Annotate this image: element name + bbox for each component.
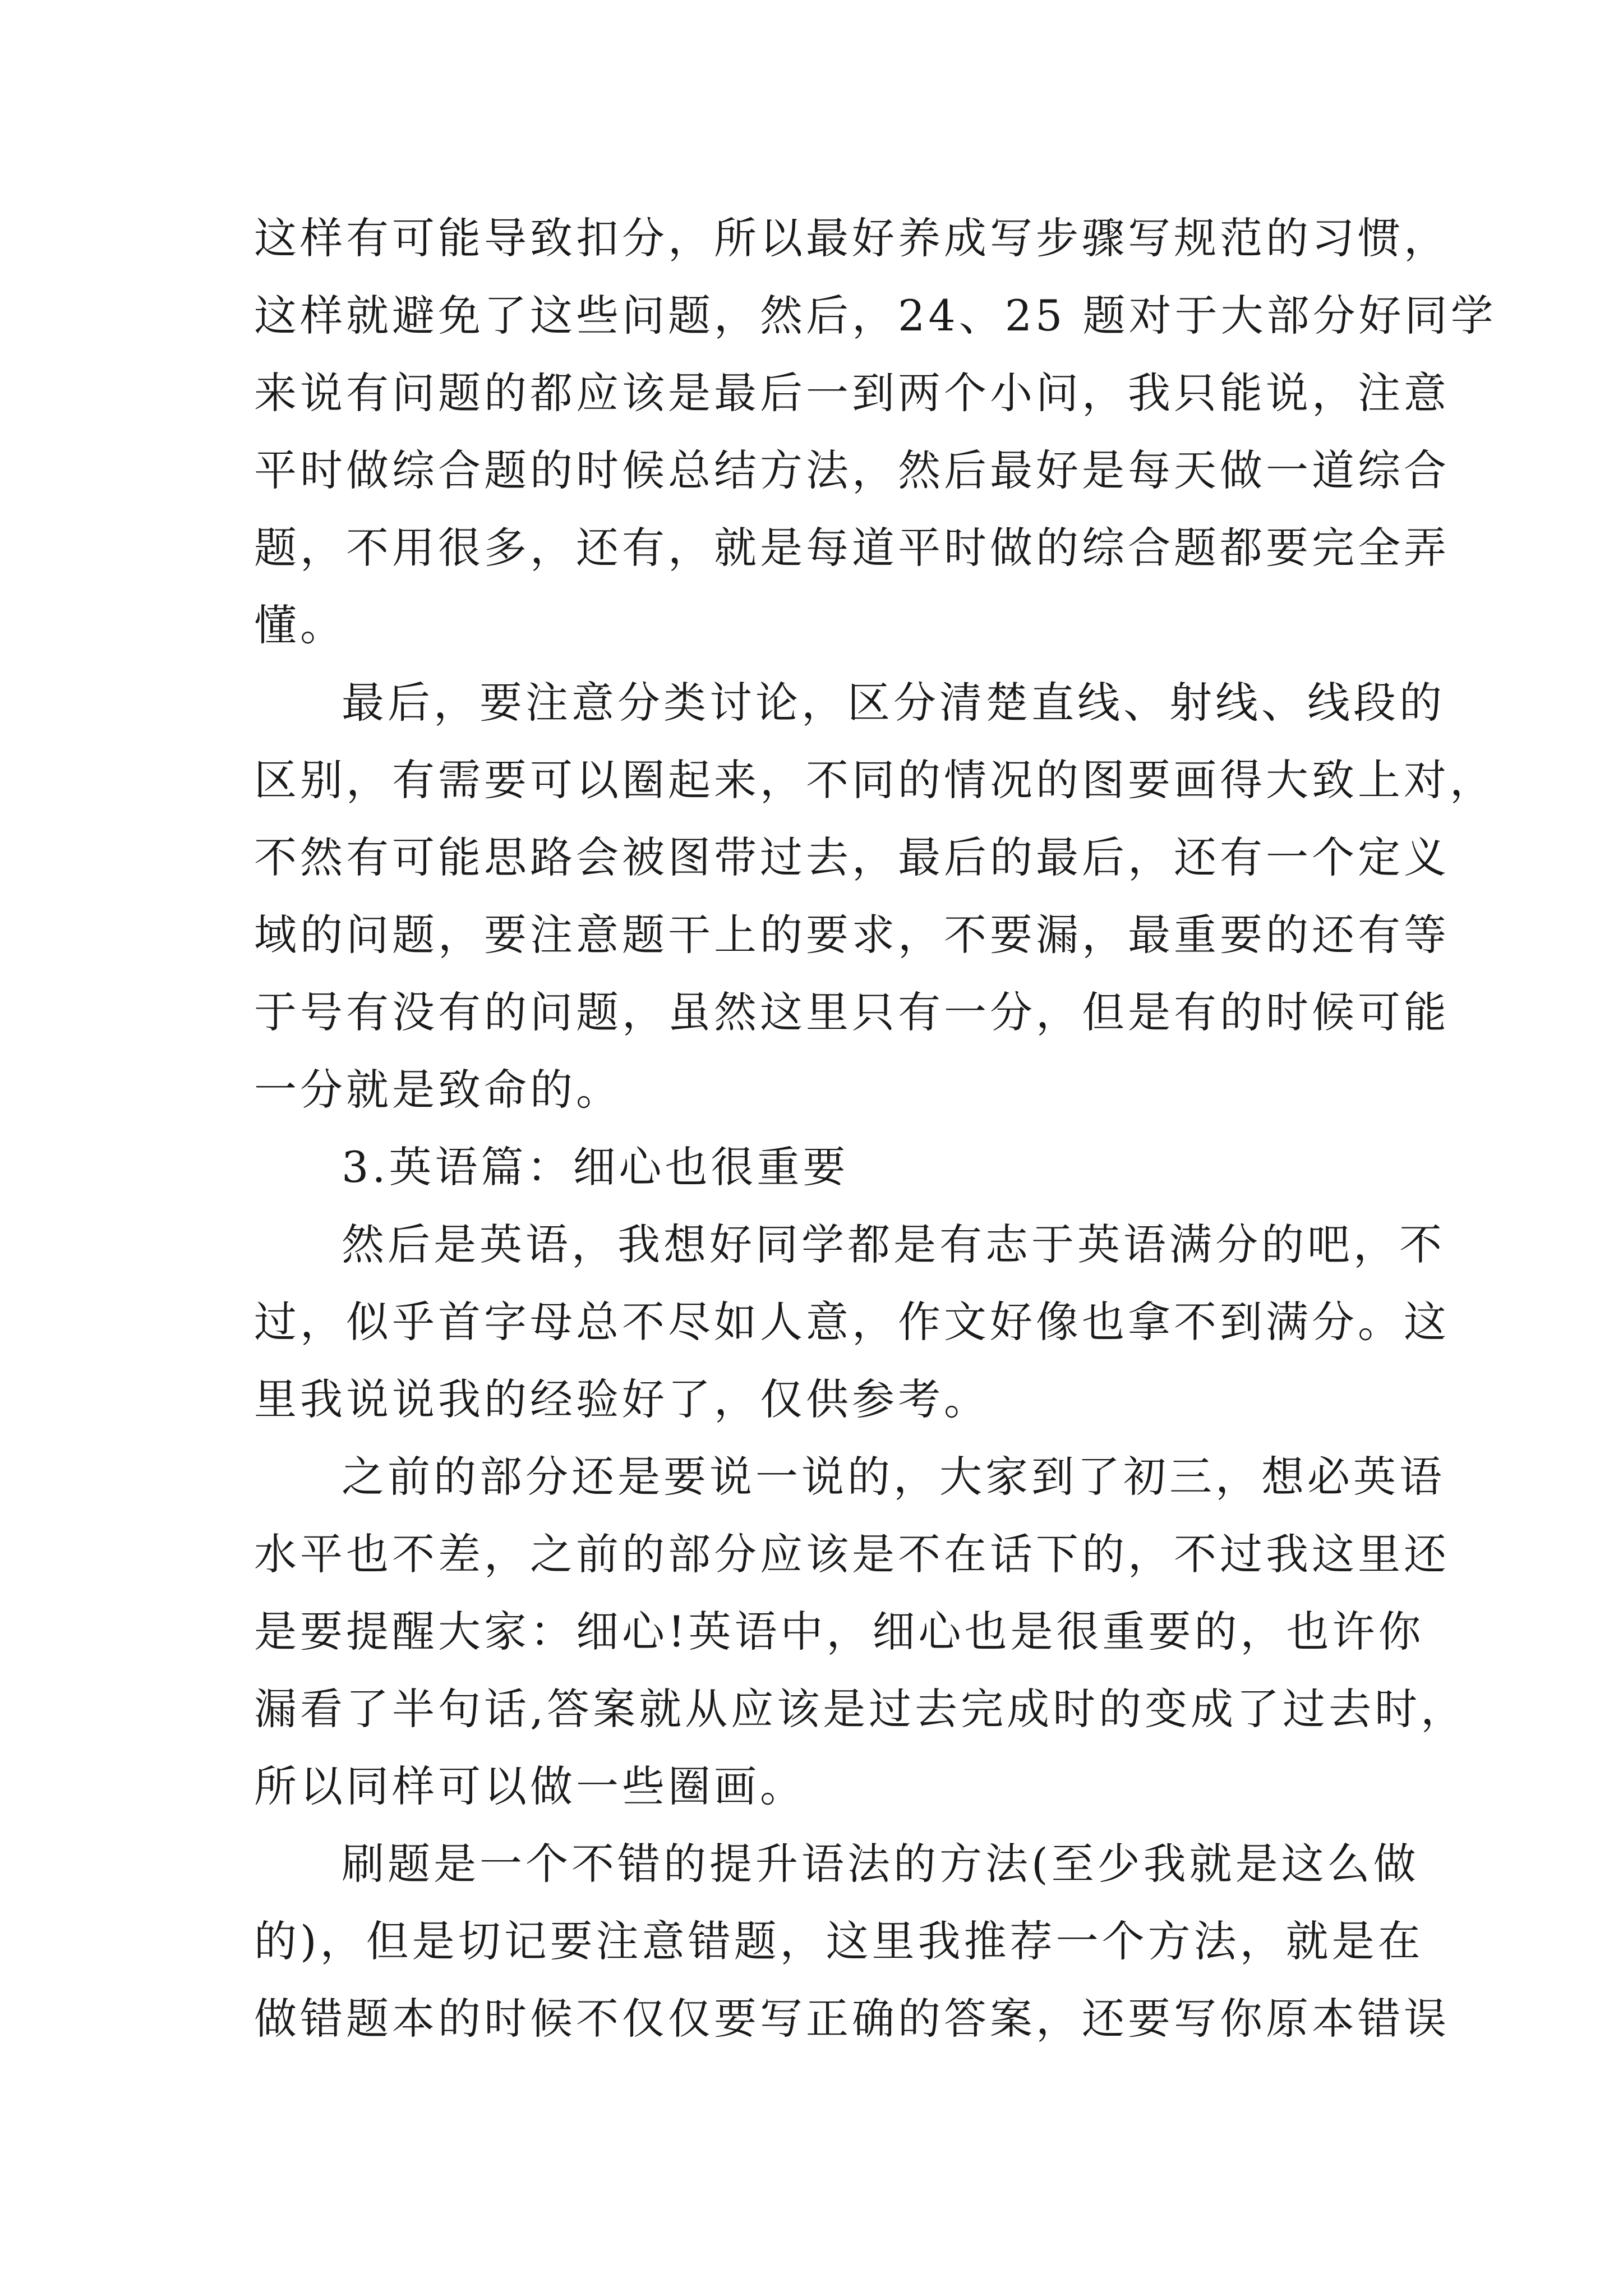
section-heading: 3.英语篇：细心也很重要 [342,1142,849,1192]
text-line: 一分就是致命的。 [254,1065,622,1115]
body-text [254,200,1497,2058]
text-line: 之前的部分还是要说一说的，大家到了初三，想必英语 [342,1452,1445,1502]
text-line: 域的问题，要注意题干上的要求，不要漏，最重要的还有等 [254,910,1450,960]
text-line: 所以同样可以做一些圈画。 [254,1761,806,1811]
text-line: 这样有可能导致扣分，所以最好养成写步骤写规范的习惯， [254,213,1450,263]
paragraph-english-carefulness [254,1438,1467,1825]
text-line: 里我说说我的经验好了，仅供参考。 [254,1374,990,1424]
paragraph-math-continuation [254,200,1497,664]
text-line: 平时做综合题的时候总结方法，然后最好是每天做一道综合 [254,445,1450,495]
text-line: 这样就避免了这些问题，然后，24、25 题对于大部分好同学 [254,291,1497,341]
text-line: 于号有没有的问题，虽然这里只有一分，但是有的时候可能 [254,987,1450,1037]
text-line: 最后，要注意分类讨论，区分清楚直线、射线、线段的 [342,678,1445,728]
text-line: 是要提醒大家：细心!英语中，细心也是很重要的，也许你 [254,1607,1424,1657]
text-line: 题，不用很多，还有，就是每道平时做的综合题都要完全弄 [254,523,1450,573]
text-line: 做错题本的时候不仅仅要写正确的答案，还要写你原本错误 [254,1994,1450,2044]
text-line: 水平也不差，之前的部分应该是不在话下的，不过我这里还 [254,1529,1450,1579]
paragraph-practice-method [254,1825,1450,2058]
text-line: 来说有问题的都应该是最后一到两个小问，我只能说，注意 [254,368,1450,418]
text-line: 漏看了半句话,答案就从应该是过去完成时的变成了过去时， [254,1684,1467,1734]
text-line: 过，似乎首字母总不尽如人意，作文好像也拿不到满分。这 [254,1297,1450,1347]
text-line: 刷题是一个不错的提升语法的方法(至少我就是这么做 [342,1839,1419,1889]
text-line: 区别，有需要可以圈起来，不同的情况的图要画得大致上对， [254,755,1496,805]
section-heading-english [254,1129,1387,1206]
paragraph-classification-discussion [254,664,1496,1129]
text-line: 然后是英语，我想好同学都是有志于英语满分的吧，不 [342,1220,1445,1269]
text-line: 的)，但是切记要注意错题，这里我推荐一个方法，就是在 [254,1916,1424,1966]
text-line: 懂。 [254,600,346,650]
paragraph-english-intro [254,1206,1450,1438]
text-line: 不然有可能思路会被图带过去，最后的最后，还有一个定义 [254,832,1450,882]
